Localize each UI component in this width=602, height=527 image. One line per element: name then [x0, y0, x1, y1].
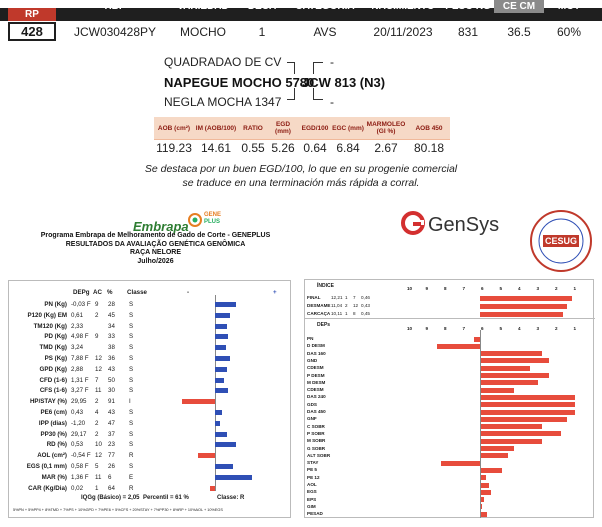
dep-name: G SOBR	[307, 445, 326, 451]
trait-bar	[215, 378, 224, 383]
trait-bar	[215, 475, 252, 480]
index-value-egc: 6.84	[336, 141, 360, 155]
scale-label: 8	[444, 326, 447, 331]
header-categoria: CATEGORIA	[295, 1, 355, 12]
trait-class: S	[129, 322, 134, 330]
trait-dep: 3,24	[71, 344, 84, 352]
value-ce: 36.5	[507, 25, 531, 39]
trait-bar	[215, 432, 227, 437]
index-header-marmoleo: MARMOLEO (GI %)	[364, 117, 408, 139]
index-row	[305, 294, 595, 302]
comment-line-2: se traduce en una terminación más rápida a corral.	[182, 177, 420, 189]
dep-name: GIM	[307, 503, 316, 509]
trait-row	[9, 299, 292, 310]
pedigree-dam-sire: -	[330, 55, 334, 69]
trait-dep: 29,95	[71, 398, 87, 406]
trait-dep: 7,88 F	[71, 355, 89, 362]
index-v2: 1	[345, 311, 348, 316]
dep-bar	[480, 446, 514, 451]
comment-line-1: Se destaca por un buen EGD/100, lo que en su progenie comercial	[144, 163, 458, 175]
trait-row	[9, 310, 292, 321]
index-value-marmoleo: 2.67	[374, 141, 398, 155]
trait-class: S	[129, 344, 134, 352]
trait-name: RD (%)	[46, 441, 67, 449]
trait-dep: 29,17	[71, 430, 87, 438]
index-header-aob450: AOB 450	[408, 117, 450, 139]
trait-name: P120 (Kg) EM	[27, 311, 67, 319]
weights-formula: 5%PN + 5%PP4 + 8%TMD + 7%PS + 10%GPD + 7%PE6 + 5%CFS + 20%STAY + 7%PP30 + 8%RP + 10%AOL + 10%EGS	[13, 508, 223, 512]
trait-name: AOL (cm²)	[37, 452, 67, 460]
dep-bar	[480, 490, 491, 495]
trait-ac: 4	[95, 409, 99, 416]
col-minus: -	[187, 289, 190, 296]
dep-bar	[480, 351, 542, 356]
geneplus-report-card	[8, 280, 291, 518]
col-depg: DEPg	[73, 289, 90, 296]
header-deca: DECA	[247, 1, 277, 12]
value-variedad: MOCHO	[180, 25, 226, 39]
left-card-header	[9, 287, 292, 298]
trait-row	[9, 407, 292, 418]
index-header-ratio: RATIO	[238, 117, 268, 139]
gensys-icon	[400, 210, 426, 236]
trait-class: S	[129, 419, 134, 427]
dep-bar	[480, 373, 549, 378]
trait-name: CAR (Kg/Dia)	[28, 484, 67, 492]
trait-name: IPP (dias)	[38, 419, 67, 427]
dep-name: D DESM	[307, 343, 325, 349]
index-header-egd100: EGD/100	[298, 117, 332, 139]
col-ac: AC	[93, 289, 102, 296]
dep-name: PN	[307, 336, 314, 341]
header-hbp: HBP	[104, 1, 126, 12]
trait-row	[9, 331, 292, 342]
trait-pct: 77	[108, 452, 115, 460]
index-value-egd100: 0.64	[303, 141, 327, 155]
dep-name: ALT SOBR	[307, 452, 331, 458]
scale-label: 5	[499, 326, 503, 331]
trait-row	[9, 375, 292, 386]
trait-class: S	[129, 365, 134, 373]
trait-class: R	[129, 452, 134, 460]
header-ce: CE CM	[494, 0, 544, 13]
rp-header: RP	[8, 8, 56, 21]
trait-name: MAR (%)	[41, 473, 67, 481]
trait-dep: 4,98 F	[71, 333, 89, 341]
trait-dep: 2,88	[71, 365, 84, 373]
trait-pct: 91	[108, 398, 115, 406]
index-name: FINAL	[307, 295, 321, 300]
scale-label: 4	[518, 286, 521, 291]
trait-name: PE6 (cm)	[40, 409, 67, 416]
trait-row	[9, 396, 292, 407]
trait-class: S	[129, 355, 134, 362]
dep-bar	[480, 358, 549, 363]
index-name: DESMAME	[307, 303, 331, 308]
trait-class: S	[129, 376, 134, 384]
embrapa-logo: Embrapa	[133, 219, 189, 234]
pedigree-line	[287, 88, 295, 100]
scale-label: 1	[573, 326, 577, 331]
gensys-wordmark: GenSys	[428, 214, 500, 236]
dep-bar	[480, 402, 575, 407]
trait-name: EGS (0,1 mm)	[26, 463, 67, 470]
trait-bar	[215, 464, 233, 469]
program-title	[0, 232, 311, 266]
trait-bar	[198, 453, 215, 458]
trait-ac: 12	[95, 365, 102, 373]
section-divider	[305, 318, 595, 319]
trait-bar	[215, 388, 228, 393]
scale-label: 7	[462, 286, 466, 291]
trait-dep: 0,61	[71, 311, 84, 319]
trait-name: TMD (Kg)	[39, 344, 67, 352]
trait-dep: 1,31 F	[71, 376, 89, 384]
trait-row	[9, 321, 292, 332]
dep-bar	[480, 468, 502, 473]
trait-ac: 1	[95, 484, 99, 492]
trait-ac: 11	[95, 473, 102, 481]
trait-pct: 33	[108, 333, 115, 341]
dep-name: M DESM	[307, 379, 326, 385]
trait-pct: 34	[108, 322, 115, 330]
trait-dep: -1,20	[71, 419, 86, 427]
trait-pct: 50	[108, 376, 115, 384]
program-line-3: RAÇA NELORE	[129, 249, 182, 256]
trait-bar	[215, 410, 222, 415]
dep-name: CDESM	[307, 365, 324, 371]
geneplus-top: GENE	[204, 212, 222, 218]
geneplus-icon	[187, 212, 203, 228]
index-header-egc: EGC (mm)	[332, 117, 364, 139]
trait-ac: 2	[95, 430, 99, 438]
trait-dep: 0,02	[71, 484, 84, 492]
dep-name: DAS 450	[307, 409, 326, 414]
trait-pct: 26	[108, 463, 115, 470]
dep-bar	[441, 461, 480, 466]
rp-value: 428	[8, 22, 56, 41]
percentil-value: Percentil = 61 %	[143, 495, 189, 501]
trait-bar	[215, 334, 228, 339]
header-nacimiento: NACIMIENTO	[371, 1, 435, 12]
pedigree-dam: JCW 813 (N3)	[302, 75, 386, 90]
index-v2: 1	[345, 295, 348, 300]
header-peso: PESO KG	[445, 1, 491, 12]
trait-pct: 43	[108, 365, 115, 373]
scale-label: 3	[536, 286, 540, 291]
trait-bar	[215, 442, 236, 447]
program-line-2: RESULTADOS DA AVALIAÇÃO GENÉTICA GENÔMICA	[65, 240, 246, 248]
trait-dep: 3,27 F	[71, 387, 89, 395]
trait-pct: 6	[108, 473, 112, 481]
geneplus-bottom: PLUS	[204, 219, 221, 225]
pedigree-sire: NAPEGUE MOCHO 5780	[164, 75, 315, 90]
trait-dep: -0,03 F	[71, 301, 91, 308]
col-plus: +	[273, 289, 277, 296]
index-name: CARCAÇA	[307, 311, 331, 316]
trait-bar	[215, 302, 236, 307]
trait-class: E	[129, 473, 134, 481]
trait-row	[9, 483, 292, 494]
dep-name: GDS	[307, 401, 317, 407]
scale-label: 6	[481, 286, 484, 291]
dep-bar	[480, 439, 542, 444]
dep-name: PESAD	[307, 511, 323, 517]
scale-label: 1	[573, 286, 577, 291]
value-categoria: AVS	[313, 25, 337, 39]
index-bar	[480, 304, 567, 309]
program-line-1: Programa Embrapa de Melhoramento de Gado de Corte - GENEPLUS	[40, 232, 271, 239]
dep-name: EPS	[307, 496, 317, 502]
dep-name: GNF	[307, 416, 317, 422]
header-mot: MOT	[557, 1, 581, 12]
scale-label: 4	[518, 326, 521, 331]
trait-name: PP30 (%)	[40, 430, 67, 438]
index-header-aob: AOB (cm²)	[154, 117, 194, 139]
dep-bar	[480, 453, 508, 458]
trait-dep: 0,43	[71, 409, 84, 416]
dep-name: STAY	[307, 460, 319, 466]
trait-pct: 37	[108, 430, 115, 438]
trait-name: CFS (1-6)	[39, 387, 67, 395]
index-v1: 12,21	[331, 295, 343, 300]
pedigree-line	[313, 88, 323, 100]
header-table	[0, 0, 602, 44]
trait-pct: 28	[108, 301, 115, 308]
trait-ac: 12	[95, 452, 102, 460]
cesug-seal	[529, 209, 593, 273]
trait-ac: 2	[95, 311, 99, 319]
trait-dep: -0,54 F	[71, 452, 91, 460]
index-v1: 10,11	[331, 311, 343, 316]
dep-bar	[480, 366, 530, 371]
trait-row	[9, 439, 292, 450]
cesug-text: CESUG	[544, 236, 577, 246]
pedigree-line	[287, 62, 295, 74]
trait-pct: 64	[108, 484, 115, 492]
trait-class: S	[129, 387, 134, 395]
trait-bar	[215, 356, 230, 361]
trait-ac: 7	[95, 376, 99, 384]
scale-label: 5	[499, 286, 503, 291]
dep-bar	[437, 344, 480, 349]
trait-row	[9, 472, 292, 483]
trait-bar	[215, 421, 220, 426]
trait-ac: 11	[95, 387, 102, 395]
col-pct: %	[107, 289, 113, 296]
index-value-ratio: 0.55	[241, 141, 265, 155]
scale-label: 10	[407, 286, 413, 291]
trait-name: CFD (1-6)	[39, 376, 67, 384]
trait-bar	[215, 324, 227, 329]
header-variedad: VARIEDAD	[177, 1, 229, 12]
trait-row	[9, 342, 292, 353]
trait-ac: 9	[95, 301, 99, 308]
scale-label: 9	[425, 286, 429, 291]
trait-ac: 12	[95, 355, 102, 362]
trait-name: PN (Kg)	[44, 301, 67, 308]
trait-pct: 43	[108, 409, 115, 416]
value-hbp: JCW030428PY	[73, 25, 157, 39]
dep-name: EGS	[307, 489, 317, 495]
dep-bar	[480, 431, 561, 436]
deps-title: DEPs	[317, 322, 331, 328]
trait-dep: 0,53	[71, 441, 84, 449]
deps-axis	[480, 330, 481, 518]
dep-bar	[480, 388, 514, 393]
trait-ac: 5	[95, 463, 99, 470]
scale-label: 3	[536, 326, 540, 331]
trait-row	[9, 461, 292, 472]
trait-class: S	[129, 430, 134, 438]
dep-bar	[480, 395, 575, 400]
trait-ac: 2	[95, 419, 99, 427]
trait-bar	[210, 486, 215, 491]
trait-bar	[215, 345, 226, 350]
index-v2: 2	[345, 303, 348, 308]
index-value-aob450: 80.18	[413, 141, 445, 155]
value-peso: 831	[457, 25, 479, 39]
scale-label: 6	[481, 326, 484, 331]
trait-class: S	[129, 463, 134, 470]
index-v3: 12	[353, 303, 359, 308]
dep-name: DAS 160	[307, 350, 326, 356]
trait-class: S	[129, 409, 134, 416]
trait-ac: 10	[95, 441, 102, 449]
scale-label: 2	[555, 286, 558, 291]
dep-name: P SOBR	[307, 430, 325, 436]
trait-dep: 2,33	[71, 322, 84, 330]
gensys-logo	[400, 210, 426, 241]
trait-ac: 9	[95, 333, 99, 341]
trait-class: S	[129, 441, 134, 449]
trait-name: GPD (Kg)	[39, 365, 67, 373]
trait-pct: 38	[108, 344, 115, 352]
trait-ac: 2	[95, 398, 99, 406]
pedigree-sire-sire: QUADRADAO DE CV	[164, 55, 282, 69]
trait-dep: 0,58 F	[71, 463, 89, 470]
index-v4: 0,43	[361, 303, 370, 308]
program-line-4: Julho/2026	[137, 257, 174, 265]
trait-pct: 30	[108, 387, 115, 395]
scale-label: 7	[462, 326, 466, 331]
dep-name: PE 12	[307, 474, 320, 480]
dep-name: DAS 240	[307, 394, 326, 400]
evaluation-comment	[60, 162, 542, 190]
trait-row	[9, 353, 292, 364]
dep-bar	[480, 483, 489, 488]
trait-pct: 45	[108, 311, 115, 319]
trait-row	[9, 418, 292, 429]
index-header-im: IM (AOB/100)	[194, 117, 238, 139]
top-index-title: ÍNDICE	[317, 283, 334, 289]
classe-value: Classe: R	[217, 495, 245, 501]
trait-row	[9, 450, 292, 461]
iqg-value: IQGg (Básico) = 2,05	[81, 495, 140, 501]
trait-name: PS (Kg)	[44, 355, 67, 362]
dep-name: GND	[307, 357, 318, 363]
index-v4: 0,46	[361, 295, 370, 300]
trait-bar	[215, 313, 230, 318]
scale-label: 9	[425, 326, 429, 331]
dep-row	[305, 510, 595, 518]
index-value-egd: 5.26	[271, 141, 295, 155]
index-v3: 8	[353, 311, 356, 316]
index-v4: 0,45	[361, 311, 370, 316]
scale-label: 10	[407, 326, 413, 331]
trait-bar	[182, 399, 215, 404]
geneplus-logo	[187, 212, 222, 233]
trait-class: S	[129, 333, 134, 341]
index-bar	[480, 296, 572, 301]
trait-class: R	[129, 484, 134, 492]
index-row	[305, 302, 595, 310]
dep-name: M SOBR	[307, 438, 326, 444]
trait-pct: 47	[108, 419, 115, 427]
trait-pct: 23	[108, 441, 115, 449]
scale-label: 2	[555, 326, 558, 331]
deca-chart-card	[304, 279, 594, 518]
value-mot: 60%	[556, 25, 582, 39]
index-v3: 7	[353, 295, 356, 300]
trait-row	[9, 429, 292, 440]
trait-row	[9, 385, 292, 396]
dep-bar	[480, 424, 542, 429]
dep-name: CDESM	[307, 387, 324, 393]
trait-class: I	[129, 398, 131, 406]
trait-name: PD (Kg)	[44, 333, 67, 341]
trait-dep: 1,36 F	[71, 473, 89, 481]
trait-class: S	[129, 311, 134, 319]
dep-name: P DESM	[307, 372, 325, 378]
value-deca: 1	[258, 25, 266, 39]
pedigree-sire-dam: NEGLA MOCHA 1347	[164, 95, 282, 109]
dep-bar	[480, 380, 538, 385]
dep-name: C SOBR	[307, 423, 325, 429]
dep-bar	[480, 417, 567, 422]
trait-name: HP/STAY (%)	[29, 398, 67, 406]
index-v1: 11,04	[331, 303, 343, 308]
col-classe: Classe	[127, 289, 147, 296]
index-header-egd: EGD (mm)	[268, 117, 298, 139]
scale-label: 8	[444, 286, 447, 291]
value-nacimiento: 20/11/2023	[373, 25, 433, 39]
dep-name: PE 5	[307, 467, 317, 473]
index-value-im: 14.61	[200, 141, 232, 155]
pedigree-dam-dam: -	[330, 95, 334, 109]
trait-class: S	[129, 301, 134, 308]
dep-bar	[480, 512, 487, 517]
pedigree-line	[313, 62, 323, 74]
dep-bar	[480, 410, 575, 415]
index-value-aob: 119.23	[156, 141, 192, 155]
trait-row	[9, 364, 292, 375]
trait-pct: 36	[108, 355, 115, 362]
trait-name: TM120 (Kg)	[33, 322, 67, 330]
dep-name: AOL	[307, 482, 317, 487]
trait-bar	[215, 367, 227, 372]
index-bar	[480, 312, 563, 317]
index-row	[305, 310, 595, 318]
